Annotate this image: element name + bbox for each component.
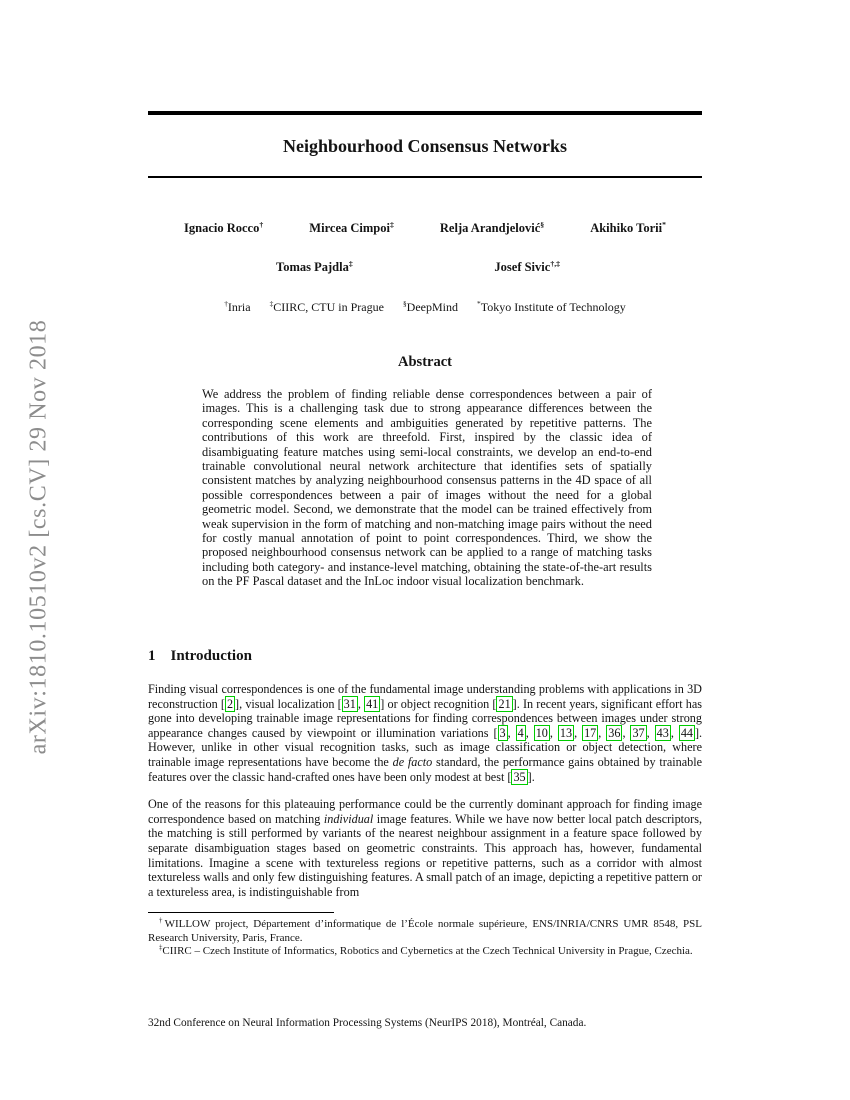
citation-link[interactable]: 37	[632, 725, 645, 740]
author-name: Josef Sivic	[494, 260, 551, 274]
title-block	[148, 111, 702, 178]
footnote-text: WILLOW project, Département d’informatique de l’École normale supérieure, ENS/INRIA/CNRS UMR 8548, PSL Research University, Paris, France.	[148, 918, 703, 944]
author-superscript: §	[540, 219, 545, 229]
footnote-superscript: ‡	[159, 944, 163, 952]
abstract-heading: Abstract	[398, 354, 452, 370]
affiliation-text: DeepMind	[406, 300, 458, 314]
authors-row-2	[148, 260, 702, 275]
citation-link[interactable]: 17	[584, 725, 597, 740]
footnote	[148, 945, 702, 959]
title-rule-bottom	[148, 176, 702, 178]
abstract-text: We address the problem of finding reliable dense correspondences between a pair of images. This is a challenging task due to strong appearance differences between the corresponding scene elements and ambiguities generated by repetitive patterns. The contributions of this work are threefold. First, inspired by the classic idea of disambiguating feature matches using semi-local constraints, we develop an end-to-end trainable convolutional neural network architecture that identifies sets of spatially consistent matches by analyzing neighbourhood consensus patterns in the 4D space of all possible correspondences between a pair of images without the need for a global geometric model. Second, we demonstrate that the model can be trained effectively from weak supervision in the form of matching and non-matching image pairs without the need for costly manual annotation of point to point correspondences. Third, we show the proposed neighbourhood consensus network can be applied to a range of matching tasks including both category- and instance-level matching, obtaining the state-of-the-art results on the PF Pascal dataset and the InLoc indoor visual localization benchmark.	[202, 387, 652, 589]
paragraph-text: One of the reasons for this plateauing performance could be the currently dominant approach for finding image correspondence based on matching	[148, 797, 702, 826]
footnote-superscript: †	[159, 917, 165, 925]
paragraph-text: ,	[646, 725, 655, 740]
citation-link[interactable]: 31	[343, 696, 356, 711]
section-number: 1	[148, 648, 156, 664]
affiliation-item	[270, 300, 384, 314]
citation-link[interactable]: 4	[517, 725, 524, 740]
citation-link[interactable]: 3	[499, 725, 506, 740]
arxiv-watermark: arXiv:1810.10510v2 [cs.CV] 29 Nov 2018	[25, 319, 52, 755]
paragraph-text: Finding visual correspondences is one of the fundamental image understanding problems with applications in 3D reconstruction [	[148, 682, 702, 711]
citation-link[interactable]: 44	[680, 725, 693, 740]
paragraph-text: ].	[527, 769, 535, 784]
paragraph-text: ,	[622, 725, 631, 740]
paragraph-text: ,	[507, 725, 516, 740]
author-superscript: ‡	[389, 219, 394, 229]
footnote	[148, 918, 702, 945]
citation-link[interactable]: 2	[226, 696, 234, 711]
author-name: Ignacio Rocco	[184, 221, 260, 235]
author-superscript: *	[662, 219, 666, 229]
paragraph-text: ] or object recognition [	[380, 696, 497, 711]
affiliation-text: CIIRC, CTU in Prague	[273, 300, 384, 314]
citation-link[interactable]: 35	[513, 769, 526, 784]
authors-row-1	[148, 221, 702, 236]
citation-link[interactable]: 21	[498, 696, 511, 711]
author-name: Mircea Cimpoi	[309, 221, 390, 235]
author-name: Akihiko Torii	[590, 221, 663, 235]
citation-link[interactable]: 36	[608, 725, 621, 740]
author-name: Tomas Pajdla	[276, 260, 349, 274]
affiliation-superscript: ‡	[269, 299, 274, 308]
author-ignacio-rocco	[184, 221, 263, 236]
paragraph-text: ,	[525, 725, 534, 740]
author-superscript: †,‡	[550, 258, 560, 268]
conference-footer: 32nd Conference on Neural Information Processing Systems (NeurIPS 2018), Montréal, Canada.	[148, 1017, 587, 1029]
author-josef-sivic	[494, 260, 560, 275]
citation-link[interactable]: 41	[366, 696, 379, 711]
affiliation-superscript: †	[224, 299, 228, 308]
italic-text: de facto	[392, 754, 433, 769]
body-text	[148, 682, 702, 959]
author-tomas-pajdla	[276, 260, 353, 275]
affiliations-line	[148, 300, 702, 315]
affiliation-superscript: *	[477, 299, 481, 308]
citation-link[interactable]: 13	[559, 725, 573, 740]
intro-paragraph-2	[148, 797, 702, 899]
citation-link[interactable]: 43	[656, 725, 669, 740]
italic-text: individual	[323, 811, 374, 826]
author-superscript: †	[259, 219, 264, 229]
intro-paragraph-1	[148, 682, 702, 784]
paragraph-text: ,	[574, 725, 583, 740]
paragraph-text: ,	[598, 725, 607, 740]
author-relja-arandjelovic	[440, 221, 544, 236]
paragraph-text: ,	[549, 725, 558, 740]
author-mircea-cimpoi	[309, 221, 394, 236]
footnote-block	[148, 912, 702, 959]
citation-link[interactable]: 10	[535, 725, 548, 740]
affiliation-text: Inria	[227, 300, 251, 314]
paragraph-text: standard, the performance gains obtained by trainable features over the classic hand-crafted ones have been only modest at best [	[148, 754, 703, 784]
author-superscript: ‡	[348, 258, 353, 268]
paper-title: Neighbourhood Consensus Networks	[282, 136, 568, 156]
affiliation-item	[224, 300, 250, 314]
paragraph-text: ,	[357, 696, 365, 711]
author-akihiko-torii	[590, 221, 666, 236]
paragraph-text: ,	[670, 725, 679, 740]
affiliation-item	[403, 300, 458, 314]
paragraph-text: ], visual localization [	[235, 696, 342, 711]
affiliation-item	[477, 300, 626, 314]
paragraph-text: ]. In recent years, significant effort has gone into developing trainable image representations for finding correspondences between images under strong appearance changes caused by viewpoint or illumination variations [	[148, 696, 702, 740]
author-name: Relja Arandjelović	[439, 221, 541, 235]
footnote-rule	[148, 912, 334, 913]
affiliation-text: Tokyo Institute of Technology	[480, 300, 626, 314]
paragraph-text: image features. While we have now better local patch descriptors, the matching is still performed by variants of the nearest neighbour assignment in a feature space followed by separate disambiguation stages based on geometric constraints. This approach has, however, fundamental limitations. Imagine a scene with textureless regions or repetitive patterns, such as a corridor with almost textureless walls and only few distinguishing features. A small patch of an image, depicting a repetitive pattern or a textureless area, is indistinguishable from	[148, 811, 702, 899]
footnote-text: CIIRC – Czech Institute of Informatics, Robotics and Cybernetics at the Czech Technical University in Prague, Czechia.	[162, 945, 693, 958]
affiliation-superscript: §	[402, 299, 407, 308]
section-heading-introduction	[148, 648, 252, 665]
title-rule-top	[148, 111, 702, 115]
section-title: Introduction	[170, 648, 252, 664]
paragraph-text: ]. However, unlike in other visual recognition tasks, such as image classification or object detection, where trainable image representations have become the	[148, 725, 703, 769]
